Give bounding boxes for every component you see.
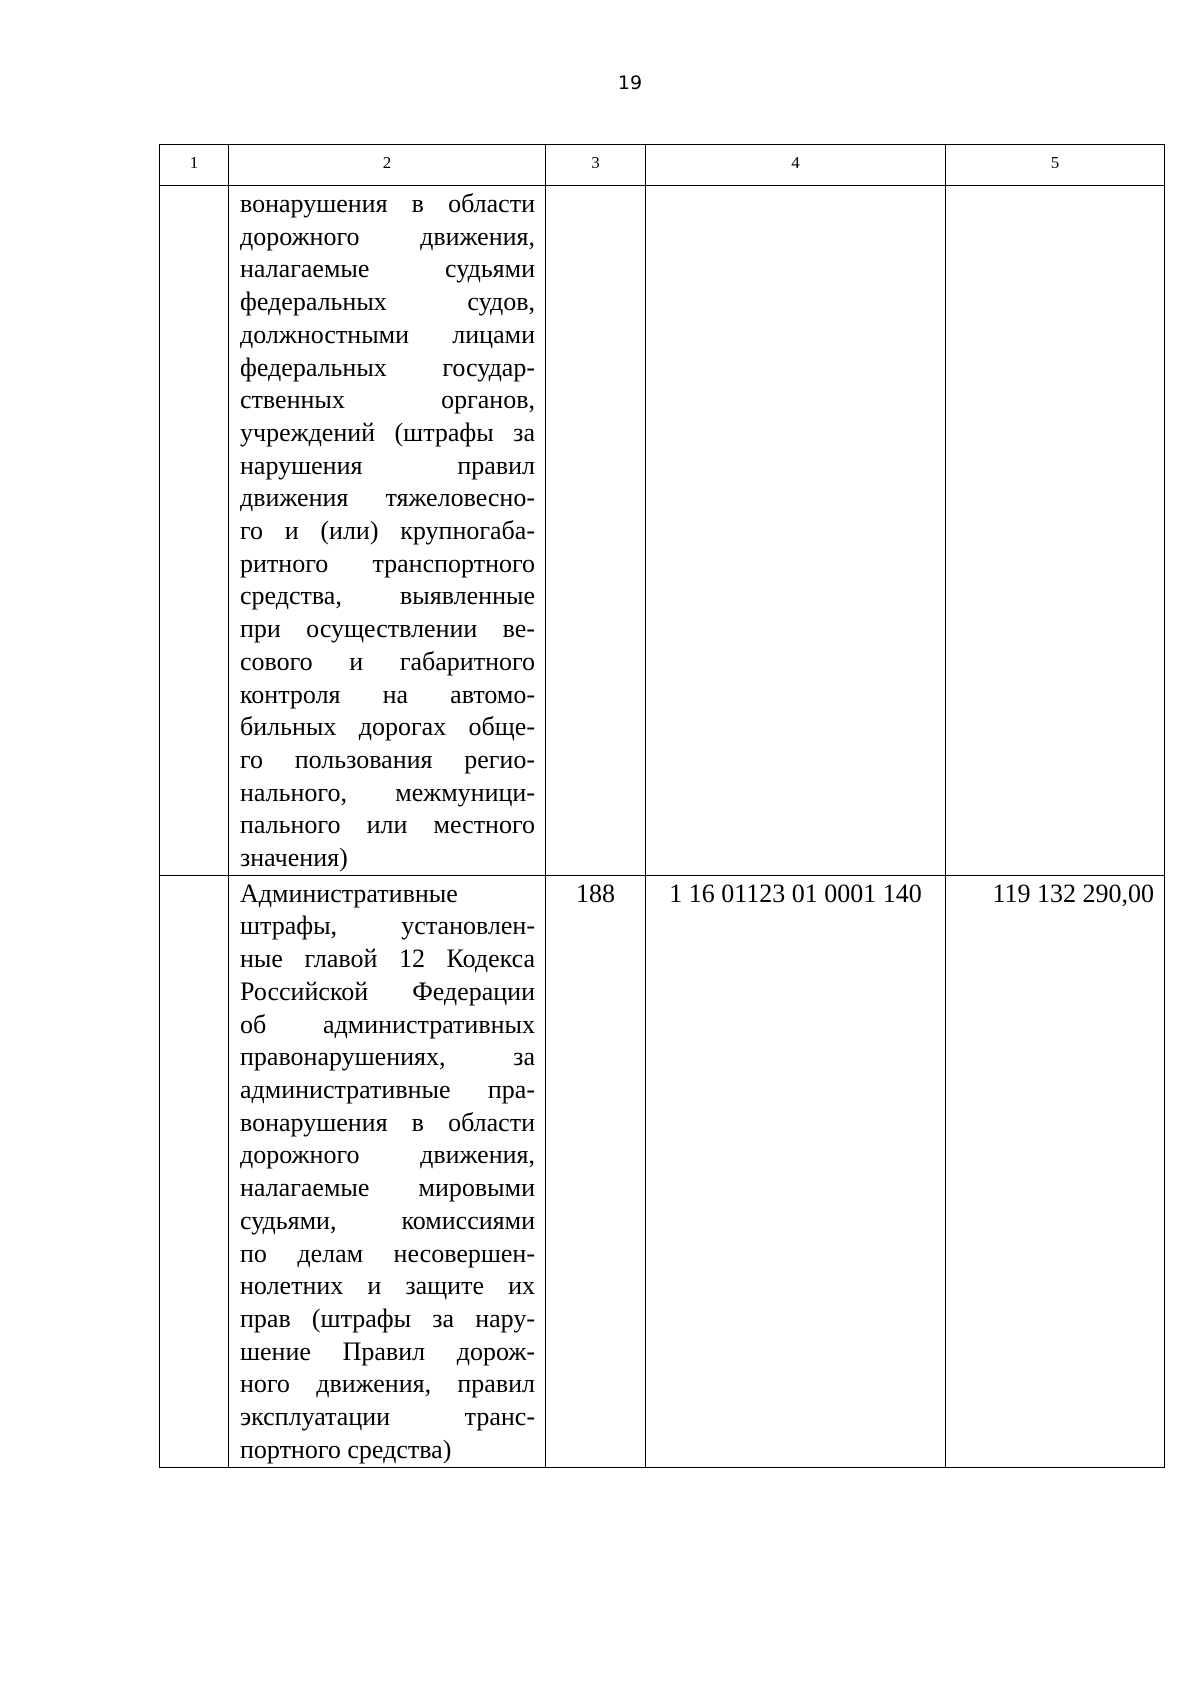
row-1-description-text — [229, 186, 545, 875]
row-1-code-text — [546, 186, 645, 188]
text-line: прав (штрафы за нару- — [240, 1303, 535, 1333]
row-2-code — [546, 875, 646, 1467]
text-line: движения тяжеловесно- — [240, 483, 535, 513]
text-line: Российской Федерации — [240, 976, 535, 1006]
row-2-col-1 — [160, 875, 229, 1467]
row-2-kbk-text: 1 16 01123 01 0001 140 — [669, 878, 922, 908]
text-line: нарушения правил — [240, 450, 535, 480]
text-line: бильных дорогах обще- — [240, 712, 535, 742]
text-line: штрафы, установлен- — [240, 911, 535, 941]
header-col-3: 3 — [546, 145, 646, 186]
text-line: учреждений (штрафы за — [240, 417, 535, 447]
text-line: средства, выявленные — [240, 581, 535, 611]
header-col-5: 5 — [946, 145, 1165, 186]
text-line: при осуществлении ве- — [240, 614, 535, 644]
text-line: пального или местного — [240, 810, 535, 840]
row-2-kbk — [646, 875, 946, 1467]
row-1-kbk — [646, 186, 946, 876]
text-line: сового и габаритного — [240, 646, 535, 676]
table-row — [160, 875, 1165, 1467]
row-1-kbk-text — [646, 186, 945, 188]
row-2-description-text — [229, 876, 545, 1467]
row-1-code — [546, 186, 646, 876]
row-1-amount — [946, 186, 1165, 876]
text-line: ные главой 12 Кодекса — [240, 944, 535, 974]
text-line: эксплуатации транс- — [240, 1402, 535, 1432]
text-line: судьями, комиссиями — [240, 1205, 535, 1235]
text-line: федеральных государ- — [240, 352, 535, 382]
text-line: контроля на автомо- — [240, 679, 535, 709]
budget-table — [159, 144, 1165, 1468]
text-line: портного средства) — [240, 1434, 452, 1464]
text-line: ного движения, правил — [240, 1369, 535, 1399]
text-line: значения) — [240, 843, 348, 873]
table-header-row — [160, 145, 1165, 186]
header-col-4: 4 — [646, 145, 946, 186]
header-col-2: 2 — [229, 145, 546, 186]
row-2-code-text: 188 — [576, 878, 615, 908]
text-line: Административные — [240, 878, 458, 908]
text-line: налагаемые мировыми — [240, 1173, 535, 1203]
text-line: го и (или) крупногаба- — [240, 516, 535, 546]
row-1-amount-text — [946, 186, 1164, 188]
header-col-1: 1 — [160, 145, 229, 186]
row-1-description — [229, 186, 546, 876]
text-line: правонарушениях, за — [240, 1042, 535, 1072]
text-line: по делам несовершен- — [240, 1238, 535, 1268]
row-2-amount-text: 119 132 290,00 — [992, 878, 1154, 908]
text-line: федеральных судов, — [240, 287, 535, 317]
text-line: дорожного движения, — [240, 1140, 535, 1170]
text-line: ственных органов, — [240, 385, 535, 415]
text-line: вонарушения в области — [240, 189, 535, 218]
text-line: нолетних и защите их — [240, 1271, 535, 1301]
row-2-description — [229, 875, 546, 1467]
text-line: нального, межмуници- — [240, 777, 535, 807]
text-line: должностными лицами — [240, 319, 535, 349]
text-line: го пользования регио- — [240, 744, 535, 774]
text-line: шение Правил дорож- — [240, 1336, 535, 1366]
row-1-col-1 — [160, 186, 229, 876]
text-line: вонарушения в области — [240, 1107, 535, 1137]
text-line: административные пра- — [240, 1074, 535, 1104]
table-row — [160, 186, 1165, 876]
text-line: ритного транспортного — [240, 548, 535, 578]
text-line: налагаемые судьями — [240, 254, 535, 284]
text-line: дорожного движения, — [240, 221, 535, 251]
text-line: об административных — [240, 1009, 535, 1039]
row-2-amount — [946, 875, 1165, 1467]
page-number: 19 — [617, 72, 643, 94]
